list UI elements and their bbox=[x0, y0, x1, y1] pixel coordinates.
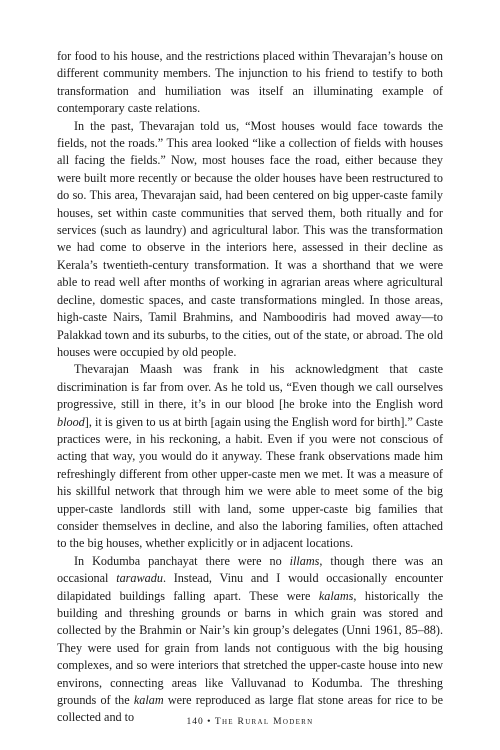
text-run: for food to his house, and the restrictions placed within Thevarajan’s house on different community members. The injunction to his friend to testify to both transformation and humiliation was itself an illuminating example of contemporary caste relations. bbox=[57, 49, 443, 116]
text-run: In Kodumba panchayat there were no bbox=[74, 553, 290, 568]
page-footer bbox=[0, 717, 500, 727]
text-run: . Instead, Vinu and I would occasionally encounter dilapidated buildings falling apart. These were bbox=[57, 571, 444, 603]
text-run: ], it is given to us at birth [again using the English word for birth].” Caste practices were, in his reckoning, a habit. Even if you were not conscious of acting that way, you would do it anyway. These frank observations made him refreshingly different from other upper-caste men we met. It was a measure of his skillful network that through him we were able to meet some of the big upper-caste landlords still with land, some upper-caste big families that consider themselves in decline, and also the laboring families, often attached to the big houses, whether explicitly or in adjacent locations. bbox=[57, 414, 443, 551]
italic-term: kalams bbox=[318, 588, 354, 603]
paragraph bbox=[57, 361, 443, 552]
footer-separator: • bbox=[207, 717, 212, 727]
italic-term: kalam bbox=[133, 693, 164, 708]
paragraph bbox=[57, 553, 443, 727]
page-number: 140 bbox=[186, 717, 204, 727]
running-title: The Rural Modern bbox=[214, 717, 314, 727]
body-text bbox=[57, 48, 443, 727]
paragraph bbox=[57, 48, 443, 118]
italic-term: blood bbox=[57, 414, 85, 429]
text-run: were reproduced as large flat stone areas for rice to be collected and to bbox=[57, 693, 443, 725]
text-run: In the past, Thevarajan told us, “Most houses would face towards the fields, not the roads.” This area looked “like a collection of fields with houses all facing the fields.” Now, most houses face the road, either because they were built more recently or because the older houses have been restructured to do so. This area, Thevarajan said, had been centered on big upper-caste family houses, set within caste communities that served them, both ritually and for services (such as laundry) and agricultural labor. This was the transformation we had come to observe in the interiors here, assessed in their decline as Kerala’s twentieth-century transformation. It was a shorthand that we were able to read well after months of working in agrarian areas where agricultural decline, domestic spaces, and caste transformations mingled. In those areas, high-caste Nairs, Tamil Brahmins, and Namboodiris had moved away—to Palakkad town and its suburbs, to the cities, out of the state, or abroad. The old houses were occupied by old people. bbox=[57, 118, 443, 359]
text-run: , though there was an occasional bbox=[57, 553, 443, 586]
text-run: , historically the building and threshing grounds or barns in which grain was stored and collected by the Brahmin or Nair’s kin group’s delegates (Unni 1961, 85–88). They were used for grain from lands not contiguous with the big housing complexes, and so were interiors that stretched the upper-caste house into new environs, connecting areas like Valluvanad to Kodumba. The threshing grounds of the bbox=[57, 588, 443, 708]
italic-term: tarawadu bbox=[116, 571, 163, 586]
italic-term: illams bbox=[289, 553, 320, 568]
paragraph bbox=[57, 118, 443, 362]
text-run: Thevarajan Maash was frank in his acknowledgment that caste discrimination is far from over. As he told us, “Even though we call ourselves progressive, still in there, it’s in our blood [he broke into the English word bbox=[57, 362, 443, 412]
